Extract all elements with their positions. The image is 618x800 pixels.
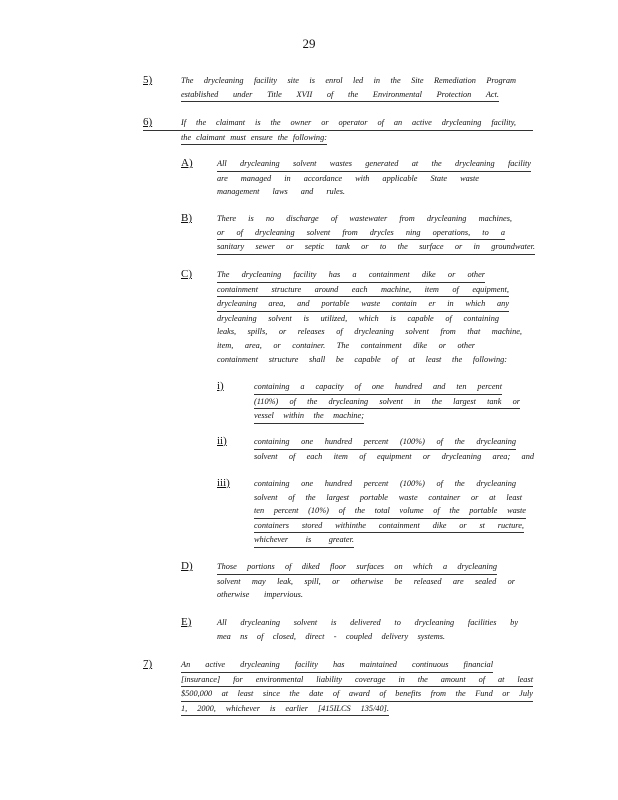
text-line: otherwise impervious. — [217, 590, 303, 600]
text-line: drycleaning area, and portable waste contain er in which any — [217, 297, 509, 312]
item-label-E: E) — [181, 616, 192, 628]
text-line: management laws and rules. — [217, 187, 345, 197]
text-line: are managed in accordance with applicable State waste — [217, 173, 479, 183]
item-label-D: D) — [181, 560, 193, 572]
text-line: vessel within the machine; — [254, 409, 364, 424]
text-line: solvent of each item of equipment or drycleaning area; and — [254, 451, 534, 461]
text-line: containing a capacity of one hundred and ten percent — [254, 380, 502, 395]
text-line: item, area, or container. The containment dike or other — [217, 340, 475, 350]
text-line: whichever is greater. — [254, 533, 354, 548]
item-label-ii: ii) — [217, 435, 227, 447]
item-text-5 — [181, 74, 516, 102]
text-line: All drycleaning solvent wastes generated at the drycleaning facility — [217, 157, 531, 172]
item-label-5: 5) — [143, 74, 153, 86]
text-line: All drycleaning solvent is delivered to drycleaning facilities by — [217, 618, 518, 627]
text-line: (110%) of the drycleaning solvent in the largest tank or — [254, 395, 520, 410]
text-line: If the claimant is the owner or operator of an active drycleaning facility, — [181, 116, 516, 131]
item-label-C: C) — [181, 268, 192, 280]
item-text-C — [217, 268, 522, 366]
text-line: Those portions of diked floor surfaces on which a drycleaning — [217, 560, 497, 575]
text-line: mea ns of closed, direct - coupled delivery systems. — [217, 631, 445, 641]
text-line: or of drycleaning solvent from drycles ning operations, to a — [217, 226, 505, 241]
text-line: the claimant must ensure the following: — [181, 131, 327, 146]
item-text-7 — [181, 658, 533, 716]
item-text-ii — [254, 435, 534, 463]
text-line: The drycleaning facility has a containment dike or other — [217, 268, 485, 283]
text-line: The drycleaning facility site is enrol led in the Site Remediation Program — [181, 76, 516, 85]
item-label-i: i) — [217, 380, 224, 392]
item-text-D — [217, 560, 515, 602]
text-line: An active drycleaning facility has maintained continuous financial — [181, 658, 493, 673]
text-line: There is no discharge of wastewater from drycleaning machines, — [217, 214, 512, 223]
text-line: containment structure shall be capable of at least the following: — [217, 354, 507, 364]
text-line: leaks, spills, or releases of drycleaning solvent from that machine, — [217, 327, 522, 337]
text-line: containers stored withinthe containment dike or st ructure, — [254, 519, 524, 534]
text-line: 1, 2000, whichever is earlier [415ILCS 135/40]. — [181, 702, 389, 717]
text-line: containing one hundred percent (100%) of the drycleaning — [254, 479, 516, 488]
item-text-E — [217, 616, 518, 643]
item-text-A — [217, 157, 531, 199]
item-label-A: A) — [181, 157, 193, 169]
text-line: $500,000 at least since the date of award of benefits from the Fund or July — [181, 687, 533, 702]
text-line: solvent may leak, spill, or otherwise be released are sealed or — [217, 576, 515, 586]
item-label-7: 7) — [143, 658, 153, 670]
item-text-i — [254, 380, 520, 424]
text-line: sanitary sewer or septic tank or to the surface or in groundwater. — [217, 240, 535, 255]
page-number: 29 — [302, 36, 316, 51]
text-line: ten percent (10%) of the total volume of the portable waste — [254, 504, 526, 519]
text-line: solvent of the largest portable waste container or at least — [254, 492, 522, 502]
item-label-B: B) — [181, 212, 192, 224]
text-line: containment structure around each machine, item of equipment, — [217, 283, 509, 298]
item-text-B — [217, 212, 535, 255]
text-line: [insurance] for environmental liability coverage in the amount of at least — [181, 673, 533, 688]
underline-rule — [143, 130, 533, 131]
item-label-iii: iii) — [217, 477, 230, 489]
item-text-iii — [254, 477, 526, 548]
text-line: drycleaning solvent is utilized, which is capable of containing — [217, 313, 499, 323]
text-line: established under Title XVII of the Environmental Protection Act. — [181, 88, 499, 103]
item-label-6: 6) — [143, 116, 153, 128]
text-line: containing one hundred percent (100%) of the drycleaning — [254, 435, 516, 450]
